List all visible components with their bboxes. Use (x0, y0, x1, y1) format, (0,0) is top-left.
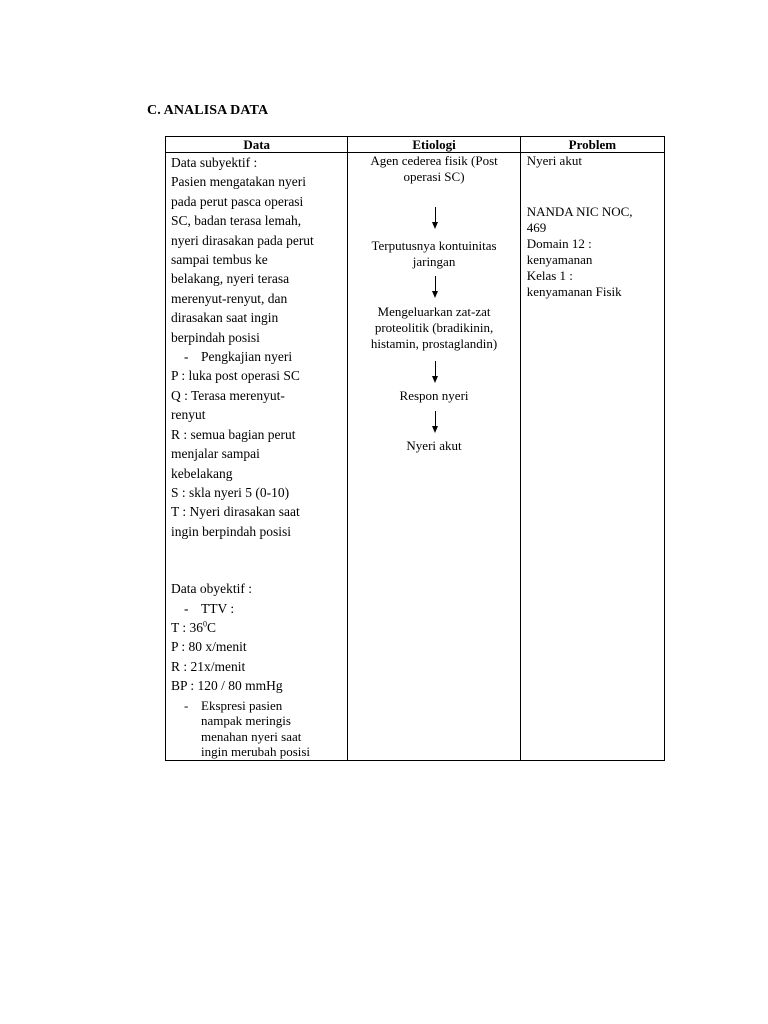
expression-line: nampak meringis (201, 713, 291, 729)
respiration-line: R : 21x/menit (171, 658, 246, 674)
temperature-line (171, 618, 343, 637)
etiologi-line: Agen cederea fisik (Post (370, 153, 498, 168)
reference-line: Kelas 1 : (526, 268, 573, 283)
subjective-line: sampai tembus ke (171, 252, 268, 268)
pain-assessment-item: - Pengkajian nyeri (184, 349, 293, 365)
pqrst-line: S : skla nyeri 5 (0-10) (171, 484, 290, 500)
reference-line: NANDA NIC NOC, (526, 204, 633, 219)
etiologi-line: Terputusnya kontuinitas (371, 238, 497, 253)
reference-line: 469 (526, 220, 547, 235)
reference-line: Domain 12 : (526, 236, 592, 251)
etiologi-step-4 (348, 388, 519, 404)
pain-assessment-label: Pengkajian nyeri (201, 349, 293, 365)
pqrst-line: T : Nyeri dirasakan saat (171, 504, 300, 520)
etiologi-line: operasi SC) (403, 169, 465, 184)
pqrst-line: R : semua bagian perut (171, 426, 296, 442)
reference-line: kenyamanan (526, 252, 593, 267)
etiologi-cell (348, 153, 520, 761)
data-cell (166, 153, 348, 761)
header-problem: Problem (520, 137, 664, 153)
etiologi-line: proteolitik (bradikinin, (374, 320, 494, 335)
pqrst-line: kebelakang (171, 465, 233, 481)
header-etiologi: Etiologi (348, 137, 520, 153)
analysis-table (165, 136, 665, 761)
pqrst-line: Q : Terasa merenyut- (171, 387, 285, 403)
pqrst-line: renyut (171, 407, 206, 423)
etiologi-step-2 (348, 238, 519, 270)
table-header-row (166, 137, 665, 153)
subjective-line: belakang, nyeri terasa (171, 271, 290, 287)
temperature-value: T : 36 (171, 619, 204, 635)
subjective-line: merenyut-renyut, dan (171, 290, 288, 306)
etiologi-line: Respon nyeri (399, 388, 469, 403)
etiologi-step-1 (348, 153, 519, 185)
subjective-line: Pasien mengatakan nyeri (171, 174, 306, 190)
ttv-label: TTV : (201, 600, 235, 616)
temperature-unit: C (207, 619, 217, 635)
pqrst-line: ingin berpindah posisi (171, 523, 291, 539)
etiologi-line: Nyeri akut (406, 438, 462, 453)
subjective-line: berpindah posisi (171, 329, 260, 345)
subjective-line: dirasakan saat ingin (171, 310, 279, 326)
expression-line: Ekspresi pasien (201, 697, 283, 713)
ttv-item: - TTV : (184, 600, 235, 616)
pqrst-line: P : luka post operasi SC (171, 368, 300, 384)
etiologi-step-5 (348, 438, 519, 454)
expression-line: ingin merubah posisi (201, 744, 311, 760)
header-data: Data (166, 137, 348, 153)
subjective-label: Data subyektif : (171, 155, 258, 170)
temperature-degree: 0 (203, 619, 208, 629)
blood-pressure-line: BP : 120 / 80 mmHg (171, 678, 283, 694)
pqrst-line: menjalar sampai (171, 446, 260, 462)
subjective-line: pada perut pasca operasi (171, 193, 304, 209)
section-heading: C. ANALISA DATA (147, 103, 269, 118)
subjective-line: SC, badan terasa lemah, (171, 213, 302, 229)
pulse-line: P : 80 x/menit (171, 639, 247, 655)
reference-line: kenyamanan Fisik (526, 284, 622, 299)
diagnosis: Nyeri akut (526, 153, 582, 168)
table-row (166, 153, 665, 761)
etiologi-line: jaringan (412, 254, 456, 269)
expression-line: menahan nyeri saat (201, 728, 302, 744)
etiologi-step-3 (348, 304, 519, 352)
etiologi-line: Mengeluarkan zat-zat (377, 304, 491, 319)
expression-item: - Ekspresi pasien nampak meringis menahan nyeri saat ingin merubah posisi (171, 698, 343, 760)
problem-cell (520, 153, 664, 761)
etiologi-line: histamin, prostaglandin) (370, 336, 498, 351)
subjective-line: nyeri dirasakan pada perut (171, 232, 314, 248)
objective-label: Data obyektif : (171, 581, 252, 597)
